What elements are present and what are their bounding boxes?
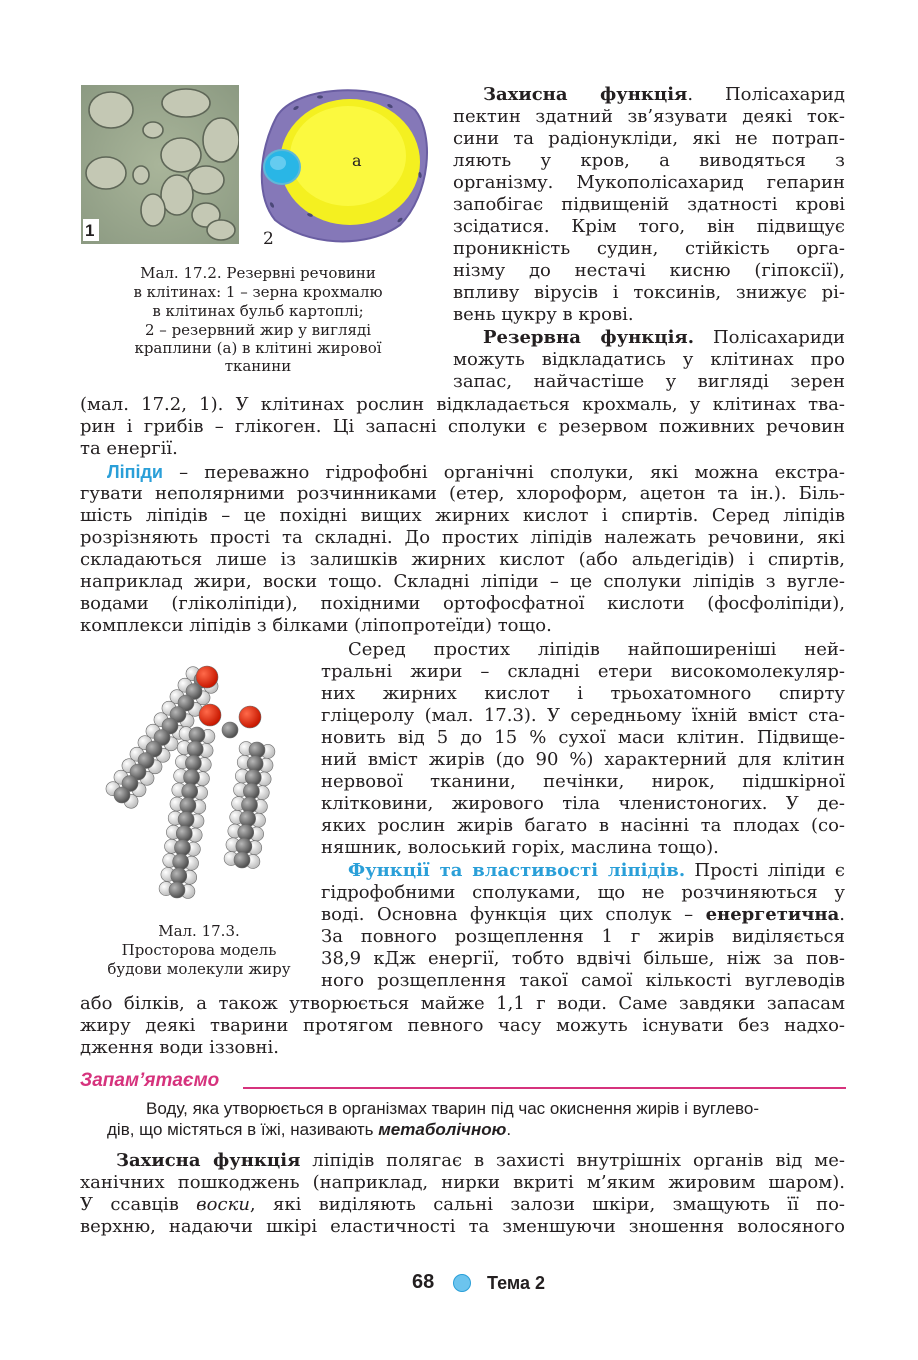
protective-function-title: Захисна функція xyxy=(116,1150,301,1171)
body-line: складаються лише із залишків жирних кислот (або альдегідів) і спиртів, xyxy=(80,549,845,570)
paragraph-lipids: Ліпіди – переважно гідрофобні органічні сполуки, які можна екстра- xyxy=(107,462,845,483)
body-line: можуть відкладатись у клітинах про xyxy=(453,349,845,370)
caption-line: Мал. 17.2. Резервні речовини xyxy=(140,264,376,282)
molecule-atom xyxy=(171,868,187,884)
remember-line: Воду, яка утворюється в організмах тварин під час окиснення жирів і вуглево- xyxy=(146,1099,759,1118)
caption-line: Просторова модель xyxy=(121,941,277,959)
body-line: У ссавців воски, які виділяють сальні залози шкіри, змащують її по- xyxy=(80,1194,845,1215)
body-line: За повного розщеплення 1 г жирів виділяється xyxy=(321,926,845,947)
body-line: гідрофобними сполуками, що не розчиняються у xyxy=(321,882,845,903)
body-line: нізму до нестачі кисню (гіпоксії), xyxy=(453,260,845,281)
molecule-atom xyxy=(178,812,194,828)
molecule-atom xyxy=(185,755,201,771)
caption-line: 2 – резервний жир у вигляді xyxy=(144,321,371,339)
body-line: новить від 5 до 15 % сухої маси клітин. Підвище- xyxy=(321,727,845,748)
molecule-atom xyxy=(236,838,252,854)
molecule-atom xyxy=(196,666,218,688)
caption-line: будови молекули жиру xyxy=(107,960,291,978)
body-line: дження води іззовні. xyxy=(80,1037,279,1058)
molecule-atom xyxy=(247,756,263,772)
molecule-atom xyxy=(173,854,189,870)
body-line: ляють у кров, а виводяться з xyxy=(453,150,845,171)
body-line: ний вміст жирів (до 90 %) характерний для клітин xyxy=(321,749,845,770)
molecule-atom xyxy=(114,787,130,803)
body-line: або білків, а також утворюється майже 1,1 г води. Саме завдяки запасам xyxy=(80,993,845,1014)
figure-label-a: а xyxy=(352,151,362,170)
body-line: яких рослин жирів багато в насінні та плодах (со- xyxy=(321,815,845,836)
body-line: зсідатися. Крім того, він підвищує xyxy=(453,216,845,237)
body-line: розрізняють прості та складні. До простих ліпідів належать речовини, які xyxy=(80,527,845,548)
fat-cell-diagram xyxy=(250,80,435,245)
body-line: проникність судин, стійкість орга- xyxy=(453,238,845,259)
remember-divider xyxy=(243,1087,846,1089)
molecule-atom xyxy=(180,797,196,813)
caption-line: в клітинах бульб картоплі; xyxy=(152,302,364,320)
energy-function-term: енергетична xyxy=(705,904,840,925)
body-line: гувати неполярними розчинниками (етер, хлороформ, ацетон та ін.). Біль- xyxy=(80,483,845,504)
reserve-function-title: Резервна функція. xyxy=(483,327,694,348)
lipids-term: Ліпіди xyxy=(107,462,163,482)
body-line: клітковини, жирового тіла членистоногих. У де- xyxy=(321,793,845,814)
figure-label-1: 1 xyxy=(85,221,95,240)
molecule-atom xyxy=(234,852,250,868)
body-line: Серед простих ліпідів найпоширеніші ней- xyxy=(348,639,845,660)
starch-grains-photo xyxy=(81,85,239,244)
paragraph-protective-function: Захисна функція ліпідів полягає в захисті внутрішніх органів від ме- xyxy=(116,1150,846,1171)
molecule-atom xyxy=(238,825,254,841)
body-line: них жирних кислот і трьохатомного спирту xyxy=(321,683,845,704)
body-line: водами (гліколіпіди), похідними ортофосфатної кислоти (фосфоліпіди), xyxy=(80,593,845,614)
body-line: комплекси ліпідів з білками (ліпопротеїди) тощо. xyxy=(80,615,552,636)
body-line: сини та радіонукліди, які не потрап- xyxy=(453,128,845,149)
molecule-atom xyxy=(249,742,265,758)
body-line: 38,9 кДж енергії, тобто вдвічі більше, ніж за пов- xyxy=(321,948,845,969)
body-line: жиру деякі тварини протягом певного часу можуть існувати без надхо- xyxy=(80,1015,845,1036)
molecule-atom xyxy=(199,704,221,726)
molecule-atom xyxy=(169,882,185,898)
body-line: пектин здатний зв’язувати деякі ток- xyxy=(453,106,845,127)
metabolic-term: метаболічною xyxy=(378,1120,507,1139)
defense-function-title: Захисна функція xyxy=(483,84,688,105)
molecule-atom xyxy=(182,783,198,799)
molecule-atom xyxy=(240,811,256,827)
paragraph-defense-polysaccharides: Захисна функція. Полісахарид xyxy=(483,84,845,105)
waxes-term: воски xyxy=(196,1194,250,1215)
molecule-atom xyxy=(239,706,261,728)
body-line: ханічних пошкоджень (наприклад, нирки вкриті м’яким жировим шаром). xyxy=(80,1172,845,1193)
remember-heading: Запам’ятаємо xyxy=(80,1070,220,1091)
body-line: няшник, волоський горіх, маслина тощо). xyxy=(321,837,719,858)
molecule-atom xyxy=(245,770,261,786)
molecule-atom xyxy=(174,840,190,856)
caption-line: Мал. 17.3. xyxy=(158,922,240,940)
molecule-atom xyxy=(176,826,192,842)
molecule-atom xyxy=(189,727,205,743)
body-line: запас, найчастіше у вигляді зерен xyxy=(453,371,845,392)
body-line: вень цукру в крові. xyxy=(453,304,634,325)
body-line: та енергії. xyxy=(80,438,178,459)
paragraph-lipid-functions: Функції та властивості ліпідів. Прості ліпіди є xyxy=(348,860,845,881)
figure-label-2: 2 xyxy=(263,229,274,249)
body-line: гліцеролу (мал. 17.3). У середньому їхній вміст ста- xyxy=(321,705,845,726)
paragraph-reserve-function: Резервна функція. Полісахариди xyxy=(483,327,845,348)
body-line: шість ліпідів – це похідні вищих жирних кислот і спиртів. Серед ліпідів xyxy=(80,505,845,526)
molecule-atom xyxy=(222,722,238,738)
body-line: тральні жири – складні етери високомолекуляр- xyxy=(321,661,845,682)
caption-line: тканини xyxy=(224,357,292,375)
body-line: рин і грибів – глікоген. Ці запасні сполуки є резервом поживних речовин xyxy=(80,416,845,437)
body-line: (мал. 17.2, 1). У клітинах рослин відкладається крохмаль, у клітинах тва- xyxy=(80,394,845,415)
body-line: впливу вірусів і токсинів, знижує рі- xyxy=(453,282,845,303)
topic-label: Тема 2 xyxy=(487,1273,545,1293)
body-line: воді. Основна функція цих сполук – енергетична. xyxy=(321,904,845,925)
molecule-atom xyxy=(243,783,259,799)
caption-line: в клітинах: 1 – зерна крохмалю xyxy=(133,283,383,301)
remember-line: дів, що містяться в їжі, називають метаболічною. xyxy=(107,1120,512,1139)
page-number: 68 xyxy=(412,1271,435,1293)
body-line: верхню, надаючи шкірі еластичності та зменшуючи зношення волосяного xyxy=(80,1216,845,1237)
fat-molecule-model xyxy=(92,655,307,905)
body-line: запобігає підвищеній здатності крові xyxy=(453,194,845,215)
body-line: нервової тканини, печінки, нирок, підшкірної xyxy=(321,771,845,792)
caption-line: краплини (а) в клітині жирової xyxy=(134,339,382,357)
bullet-dot-icon xyxy=(453,1274,471,1292)
molecule-atom xyxy=(242,797,258,813)
molecule-atom xyxy=(184,769,200,785)
body-line: ного розщеплення такої самої кількості вуглеводів xyxy=(321,970,845,991)
lipid-functions-title: Функції та властивості ліпідів. xyxy=(348,860,686,881)
body-line: організму. Мукополісахарид гепарин xyxy=(453,172,845,193)
molecule-atom xyxy=(187,741,203,757)
body-line: наприклад жири, воски тощо. Складні ліпіди – це сполуки ліпідів з вугле- xyxy=(80,571,845,592)
